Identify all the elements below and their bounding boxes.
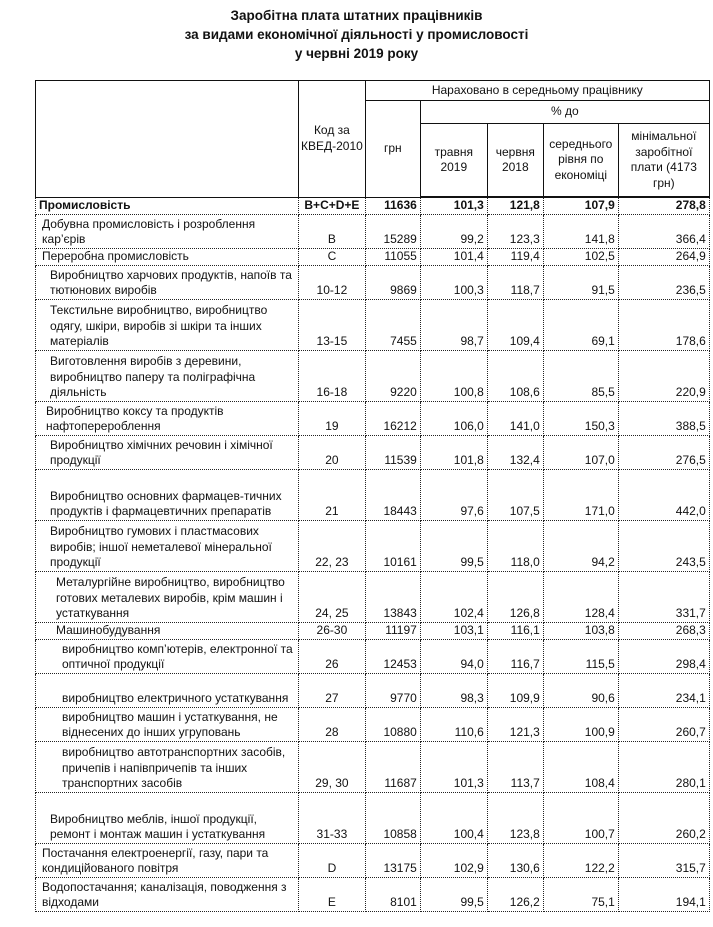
row-name: виробництво автотранспортних засобів, причепів і напівпричепів та інших транспортних засобів xyxy=(36,741,299,792)
header-pct-group: % до xyxy=(420,101,709,124)
row-avg: 75,1 xyxy=(543,877,618,911)
row-uah: 10161 xyxy=(365,520,420,571)
row-june: 118,7 xyxy=(487,265,543,299)
row-uah: 10858 xyxy=(365,792,420,843)
row-avg: 103,8 xyxy=(543,622,618,639)
row-code: 31-33 xyxy=(299,792,366,843)
row-june: 108,6 xyxy=(487,350,543,401)
row-uah: 7455 xyxy=(365,299,420,350)
row-code: 16-18 xyxy=(299,350,366,401)
row-june: 126,2 xyxy=(487,877,543,911)
row-june: 121,3 xyxy=(487,707,543,741)
row-name: Виробництво харчових продуктів, напоїв та тютюнових виробів xyxy=(36,265,299,299)
row-june: 141,0 xyxy=(487,401,543,435)
row-min: 236,5 xyxy=(618,265,709,299)
row-name: Добувна промисловість і розроблення кар’єрів xyxy=(36,214,299,248)
header-accrued-group: Нараховано в середньому працівнику xyxy=(365,81,709,101)
row-name: Виробництво основних фармацев-тичних продуктів і фармацевтичних препаратів xyxy=(36,469,299,520)
row-name: виробництво електричного устаткування xyxy=(36,673,299,707)
row-june: 126,8 xyxy=(487,571,543,622)
row-code: 26-30 xyxy=(299,622,366,639)
table-body xyxy=(36,197,710,911)
title-line-2: за видами економічної діяльності у промисловості xyxy=(184,27,529,42)
table-row xyxy=(36,792,710,843)
table-row xyxy=(36,197,710,214)
row-uah: 11539 xyxy=(365,435,420,469)
row-uah: 9770 xyxy=(365,673,420,707)
row-code: 22, 23 xyxy=(299,520,366,571)
row-uah: 11197 xyxy=(365,622,420,639)
row-june: 130,6 xyxy=(487,843,543,877)
row-may: 106,0 xyxy=(420,401,487,435)
table-row xyxy=(36,435,710,469)
table-row xyxy=(36,673,710,707)
row-uah: 18443 xyxy=(365,469,420,520)
table-row xyxy=(36,741,710,792)
row-may: 103,1 xyxy=(420,622,487,639)
table-row xyxy=(36,707,710,741)
row-name: Промисловість xyxy=(36,197,299,214)
table-row xyxy=(36,248,710,265)
row-avg: 107,0 xyxy=(543,435,618,469)
row-may: 99,5 xyxy=(420,520,487,571)
row-code: 10-12 xyxy=(299,265,366,299)
row-june: 116,7 xyxy=(487,639,543,673)
row-avg: 85,5 xyxy=(543,350,618,401)
row-may: 100,4 xyxy=(420,792,487,843)
table-row xyxy=(36,214,710,248)
row-name: Виготовлення виробів з деревини, виробництво паперу та поліграфічна діяльність xyxy=(36,350,299,401)
row-code: 29, 30 xyxy=(299,741,366,792)
row-may: 97,6 xyxy=(420,469,487,520)
title-line-1: Заробітна плата штатних працівників xyxy=(230,8,483,23)
row-min: 388,5 xyxy=(618,401,709,435)
row-code: E xyxy=(299,877,366,911)
table-row xyxy=(36,350,710,401)
row-may: 102,9 xyxy=(420,843,487,877)
row-june: 116,1 xyxy=(487,622,543,639)
row-min: 280,1 xyxy=(618,741,709,792)
row-code: 28 xyxy=(299,707,366,741)
document-title xyxy=(0,6,713,63)
row-may: 99,5 xyxy=(420,877,487,911)
table-row xyxy=(36,265,710,299)
row-min: 315,7 xyxy=(618,843,709,877)
row-avg: 108,4 xyxy=(543,741,618,792)
row-code: 19 xyxy=(299,401,366,435)
table-row xyxy=(36,571,710,622)
row-avg: 122,2 xyxy=(543,843,618,877)
row-min: 243,5 xyxy=(618,520,709,571)
row-min: 260,7 xyxy=(618,707,709,741)
wages-table xyxy=(35,80,710,912)
row-code: 21 xyxy=(299,469,366,520)
table-row xyxy=(36,877,710,911)
row-name: Виробництво коксу та продуктів нафтоперероблення xyxy=(36,401,299,435)
row-min: 276,5 xyxy=(618,435,709,469)
row-uah: 8101 xyxy=(365,877,420,911)
row-name: виробництво комп’ютерів, електронної та оптичної продукції xyxy=(36,639,299,673)
row-min: 442,0 xyxy=(618,469,709,520)
row-may: 101,3 xyxy=(420,741,487,792)
row-may: 100,3 xyxy=(420,265,487,299)
row-avg: 115,5 xyxy=(543,639,618,673)
row-name: Текстильне виробництво, виробництво одягу, шкіри, виробів зі шкіри та інших матеріалів xyxy=(36,299,299,350)
row-code: 20 xyxy=(299,435,366,469)
row-uah: 10880 xyxy=(365,707,420,741)
row-uah: 9220 xyxy=(365,350,420,401)
row-june: 109,9 xyxy=(487,673,543,707)
row-uah: 15289 xyxy=(365,214,420,248)
row-avg: 100,9 xyxy=(543,707,618,741)
table-row xyxy=(36,639,710,673)
table-row xyxy=(36,843,710,877)
row-june: 113,7 xyxy=(487,741,543,792)
row-may: 99,2 xyxy=(420,214,487,248)
row-avg: 141,8 xyxy=(543,214,618,248)
row-avg: 100,7 xyxy=(543,792,618,843)
row-may: 101,3 xyxy=(420,197,487,214)
row-may: 101,8 xyxy=(420,435,487,469)
row-min: 331,7 xyxy=(618,571,709,622)
row-code: D xyxy=(299,843,366,877)
header-may-2019: травня 2019 xyxy=(420,124,487,198)
row-june: 119,4 xyxy=(487,248,543,265)
row-min: 264,9 xyxy=(618,248,709,265)
row-min: 298,4 xyxy=(618,639,709,673)
row-name: Переробна промисловість xyxy=(36,248,299,265)
row-code: C xyxy=(299,248,366,265)
table-header xyxy=(36,81,710,198)
row-uah: 11687 xyxy=(365,741,420,792)
row-may: 110,6 xyxy=(420,707,487,741)
row-uah: 11055 xyxy=(365,248,420,265)
table-row xyxy=(36,401,710,435)
row-min: 268,3 xyxy=(618,622,709,639)
row-name: Виробництво хімічних речовин і хімічної продукції xyxy=(36,435,299,469)
row-june: 121,8 xyxy=(487,197,543,214)
row-may: 94,0 xyxy=(420,639,487,673)
row-june: 118,0 xyxy=(487,520,543,571)
row-min: 366,4 xyxy=(618,214,709,248)
row-uah: 9869 xyxy=(365,265,420,299)
row-code: 13-15 xyxy=(299,299,366,350)
row-june: 123,8 xyxy=(487,792,543,843)
row-avg: 90,6 xyxy=(543,673,618,707)
row-june: 107,5 xyxy=(487,469,543,520)
row-uah: 12453 xyxy=(365,639,420,673)
row-avg: 91,5 xyxy=(543,265,618,299)
row-uah: 16212 xyxy=(365,401,420,435)
row-uah: 13843 xyxy=(365,571,420,622)
title-line-3: у червні 2019 року xyxy=(294,46,419,61)
row-code: B+C+D+E xyxy=(299,197,366,214)
row-avg: 102,5 xyxy=(543,248,618,265)
table-row xyxy=(36,622,710,639)
table-row xyxy=(36,299,710,350)
row-avg: 107,9 xyxy=(543,197,618,214)
row-code: 24, 25 xyxy=(299,571,366,622)
row-min: 260,2 xyxy=(618,792,709,843)
row-may: 98,7 xyxy=(420,299,487,350)
row-june: 123,3 xyxy=(487,214,543,248)
row-code: B xyxy=(299,214,366,248)
row-avg: 94,2 xyxy=(543,520,618,571)
row-name: Машинобудування xyxy=(36,622,299,639)
header-activity xyxy=(36,81,299,198)
header-avg-economy: середнього рівня по економіці xyxy=(543,124,618,198)
row-name: Постачання електроенергії, газу, пари та кондиційованого повітря xyxy=(36,843,299,877)
row-may: 101,4 xyxy=(420,248,487,265)
row-name: Виробництво меблів, іншої продукції, ремонт і монтаж машин і устаткування xyxy=(36,792,299,843)
row-may: 100,8 xyxy=(420,350,487,401)
row-code: 27 xyxy=(299,673,366,707)
row-min: 178,6 xyxy=(618,299,709,350)
row-min: 278,8 xyxy=(618,197,709,214)
row-name: Металургійне виробництво, виробництво готових металевих виробів, крім машин і устаткування xyxy=(36,571,299,622)
table-row xyxy=(36,520,710,571)
row-may: 98,3 xyxy=(420,673,487,707)
header-min-wage: мінімальної заробітної плати (4173 грн) xyxy=(618,124,709,198)
header-kved-code: Код за КВЕД-2010 xyxy=(299,81,366,198)
row-min: 234,1 xyxy=(618,673,709,707)
row-name: Виробництво гумових і пластмасових виробів; іншої неметалевої мінеральної продукції xyxy=(36,520,299,571)
row-avg: 150,3 xyxy=(543,401,618,435)
row-code: 26 xyxy=(299,639,366,673)
row-june: 132,4 xyxy=(487,435,543,469)
row-uah: 13175 xyxy=(365,843,420,877)
row-min: 194,1 xyxy=(618,877,709,911)
row-name: виробництво машин і устаткування, не віднесених до інших угруповань xyxy=(36,707,299,741)
row-avg: 69,1 xyxy=(543,299,618,350)
row-avg: 171,0 xyxy=(543,469,618,520)
row-june: 109,4 xyxy=(487,299,543,350)
header-june-2018: червня 2018 xyxy=(487,124,543,198)
row-min: 220,9 xyxy=(618,350,709,401)
table-row xyxy=(36,469,710,520)
header-uah: грн xyxy=(365,101,420,198)
row-may: 102,4 xyxy=(420,571,487,622)
row-uah: 11636 xyxy=(365,197,420,214)
row-avg: 128,4 xyxy=(543,571,618,622)
row-name: Водопостачання; каналізація, поводження з відходами xyxy=(36,877,299,911)
